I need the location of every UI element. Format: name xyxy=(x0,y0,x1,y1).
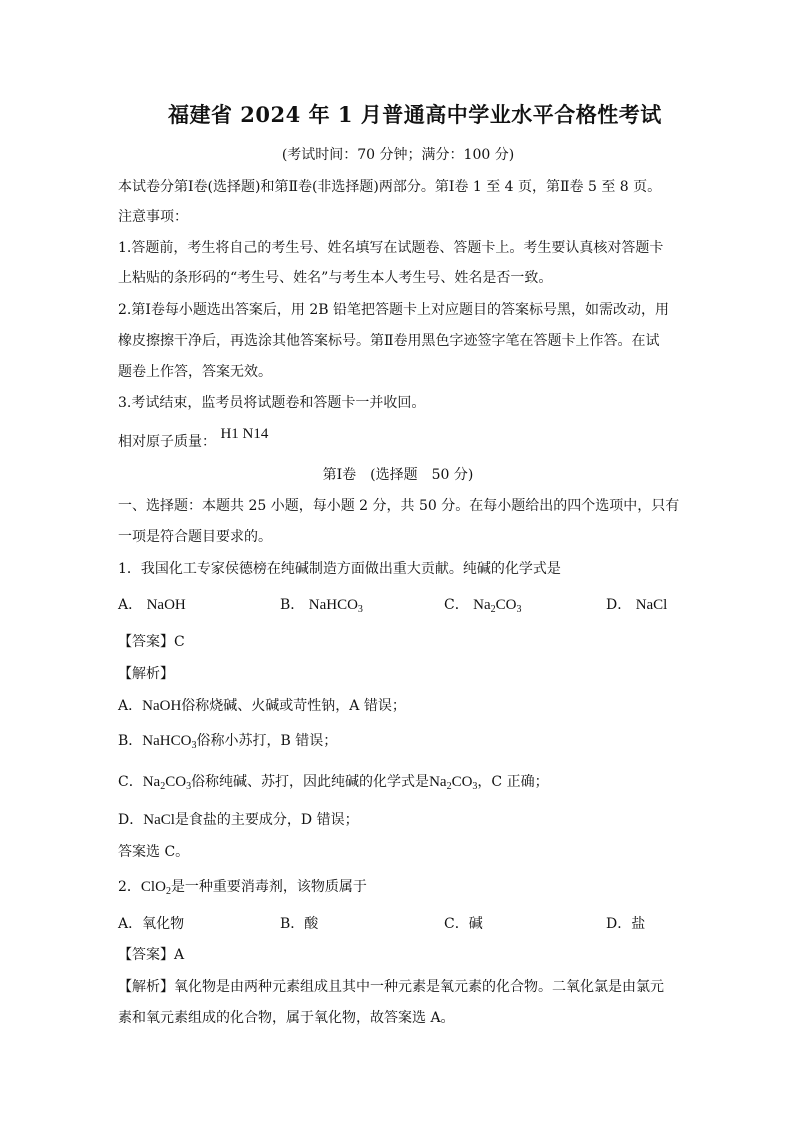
atomic-mass xyxy=(118,426,269,452)
q2-option-b: B．酸 xyxy=(280,916,319,932)
q1-analysis-c: C．$Na_2CO_3$俗称纯碱、苏打，因此纯碱的化学式是$Na_2CO_3$，C 正确； xyxy=(118,774,549,792)
notice-1a: 1.答题前，考生将自己的考生号、姓名填写在试题卷、答题卡上。考生要认真核对答题卡 xyxy=(118,240,664,256)
q1-option-b-formula: NaHCO$_3$ xyxy=(308,597,363,615)
exam-title: 福建省 2024 年 1 月普通高中学业水平合格性考试 xyxy=(168,102,662,127)
q1-option-b-letter: B． xyxy=(280,597,305,613)
notice-heading: 注意事项： xyxy=(118,209,188,225)
section-instructions-a: 一、选择题：本题共 25 小题，每小题 2 分，共 50 分。在每小题给出的四个选项中，只有 xyxy=(118,498,680,514)
q1-stem: 1．我国化工专家侯德榜在纯碱制造方面做出重大贡献。纯碱的化学式是 xyxy=(118,561,561,577)
section-instructions-b: 一项是符合题目要求的。 xyxy=(118,529,272,545)
notice-3: 3.考试结束，监考员将试题卷和答题卡一并收回。 xyxy=(118,395,426,411)
q1-option-a-letter: A． xyxy=(118,597,143,613)
q1-option-c xyxy=(444,595,522,615)
q1-analysis-b: B．NaHCO$_3$俗称小苏打，B 错误； xyxy=(118,733,338,751)
q1-analysis-label: 【解析】 xyxy=(118,666,174,682)
section-title: 第Ⅰ卷 (选择题 50 分) xyxy=(322,467,474,483)
intro-text: 本试卷分第Ⅰ卷(选择题)和第Ⅱ卷(非选择题)两部分。第Ⅰ卷 1 至 4 页，第Ⅱ卷 5 至 8 页。 xyxy=(118,179,662,195)
q1-option-a xyxy=(118,595,186,615)
q2-option-c: C．碱 xyxy=(444,916,483,932)
notice-2c: 题卷上作答，答案无效。 xyxy=(118,364,272,380)
q2-analysis-b: 素和氧元素组成的化合物，属于氧化物，故答案选 A。 xyxy=(118,1010,455,1026)
exam-info: (考试时间：70 分钟；满分：100 分) xyxy=(281,147,515,163)
atomic-mass-values: H1 N14 xyxy=(220,426,269,442)
q2-answer: 【答案】A xyxy=(118,947,185,963)
q1-option-d-letter: D． xyxy=(606,597,632,613)
q1-option-a-formula: NaOH xyxy=(146,597,186,613)
q1-option-c-letter: C． xyxy=(444,597,469,613)
q2-analysis-a: 【解析】氧化物是由两种元素组成且其中一种元素是氧元素的化合物。二氧化氯是由氯元 xyxy=(118,979,664,995)
q1-option-d xyxy=(606,595,667,615)
q2-option-d: D．盐 xyxy=(606,916,646,932)
notice-1b: 上粘贴的条形码的“考生号、姓名”与考生本人考生号、姓名是否一致。 xyxy=(118,270,553,286)
q1-option-d-formula: NaCl xyxy=(635,597,668,613)
q1-conclusion: 答案选 C。 xyxy=(118,844,190,860)
q1-option-b xyxy=(280,595,363,615)
q1-analysis-a: A．NaOH俗称烧碱、火碱或苛性钠，A 错误； xyxy=(118,698,406,714)
q1-answer: 【答案】C xyxy=(118,634,185,650)
q2-option-a: A．氧化物 xyxy=(118,916,185,932)
q2-stem: 2．ClO$_2$是一种重要消毒剂，该物质属于 xyxy=(118,879,367,897)
q1-analysis-d: D．NaCl是食盐的主要成分，D 错误； xyxy=(118,812,359,828)
notice-2a: 2.第Ⅰ卷每小题选出答案后，用 2B 铅笔把答题卡上对应题目的答案标号黑，如需改动，用 xyxy=(118,302,669,318)
q1-option-c-formula: $Na_2CO_3$ xyxy=(473,597,522,615)
atomic-mass-label: 相对原子质量： xyxy=(118,434,216,450)
notice-2b: 橡皮擦擦干净后，再选涂其他答案标号。第Ⅱ卷用黑色字迹签字笔在答题卡上作答。在试 xyxy=(118,333,660,349)
